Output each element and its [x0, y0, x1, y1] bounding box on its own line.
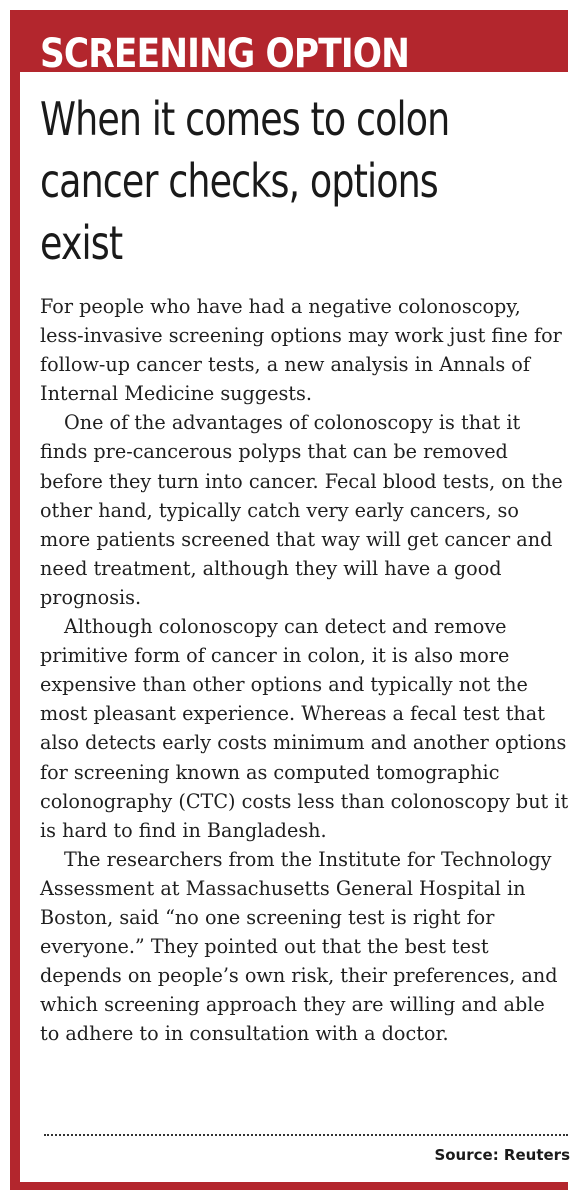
bottom-accent-rule [10, 1182, 568, 1190]
source-credit: Source: Reuters [434, 1146, 570, 1164]
article-paragraph: The researchers from the Institute for Technology Assessment at Massachusetts General Hospital in Boston, said “no one screening test is right for everyone.” They pointed out that the best test depends on people’s own risk, their preferences, and which screening approach they are willing and able to adhere to in consultation with a doctor. [40, 847, 558, 1046]
article-body [40, 292, 570, 1048]
article-paragraph: For people who have had a negative colonoscopy, less-invasive screening options may work just fine for follow-up cancer tests, a new analysis in Annals of Internal Medicine suggests. [40, 295, 562, 406]
kicker-band [10, 10, 568, 72]
article-headline: When it comes to colon cancer checks, options exist [40, 92, 450, 270]
article-kicker: SCREENING OPTION [40, 31, 410, 72]
article-paragraph: One of the advantages of colonoscopy is that it finds pre-cancerous polyps that can be removed before they turn into cancer. Fecal blood tests, on the other hand, typically catch very early cancers, so more patients screened that way will get cancer and need treatment, although they will have a good prognosis. [40, 411, 563, 609]
left-accent-rule [10, 10, 20, 1190]
source-divider [44, 1134, 568, 1136]
article-paragraph: Although colonoscopy can detect and remove primitive form of cancer in colon, it is also more expensive than other options and typically not the most pleasant experience. Whereas a fecal test that also detects early costs minimum and another options for screening known as computed tomographic colonography (CTC) costs less than colonoscopy but it is hard to find in Bangladesh. [40, 615, 569, 842]
